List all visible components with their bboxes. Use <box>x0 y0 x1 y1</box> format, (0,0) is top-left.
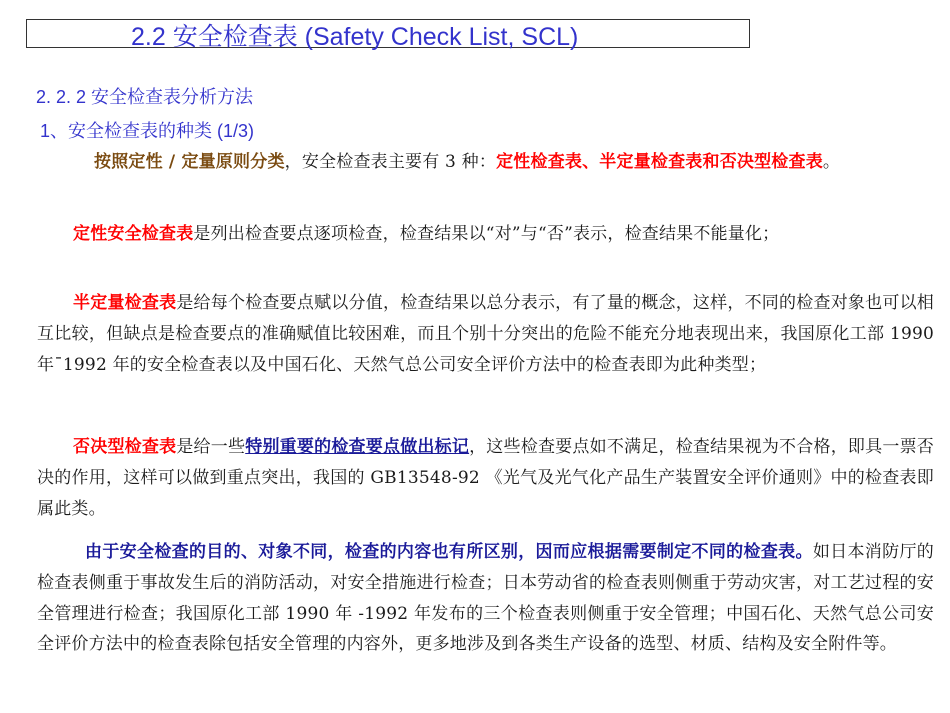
summary-emphasis: 由于安全检查的目的、对象不同，检查的内容也有所区别，因而应根据需要制定不同的检查表。 <box>85 542 813 562</box>
veto-term: 否决型检查表 <box>73 437 177 457</box>
qualitative-term: 定性安全检查表 <box>73 224 194 244</box>
checklist-types: 定性检查表、半定量检查表和否决型检查表 <box>496 152 823 172</box>
paragraph-text: 是列出检查要点逐项检查，检查结果以“对”与“否”表示，检查结果不能量化； <box>193 224 780 244</box>
paragraph-summary <box>37 537 934 660</box>
paragraph-text: ，这些检查要点如不满足，检查结果视为不合格，即具一票否决的作用，这样可以做到重点突出，我国的 GB13548-92 《光气及光气化产品生产装置安全评价通则》中的检查表即属此类。 <box>37 437 934 519</box>
semi-quantitative-term: 半定量检查表 <box>73 293 177 313</box>
paragraph-text: ，安全检查表主要有 3 种： <box>284 152 497 172</box>
paragraph-text: 如日本消防厅的检查表侧重于事故发生后的消防活动，对安全措施进行检查；日本劳动省的检查表则侧重于劳动灾害，对工艺过程的安全管理进行检查；我国原化工部 1990 年 -1992 年发布的三个检查表则侧重于安全管理；中国石化、天然气总公司安全评价方法中的检查表除包括安全管理的内容外，更多地涉及到各类生产设备的选型、材质、结构及安全附件等。 <box>37 542 934 655</box>
slide-title: 2.2 安全检查表 (Safety Check List, SCL) <box>131 23 579 51</box>
paragraph-text: 是给一些 <box>176 437 246 457</box>
paragraph-classification <box>37 147 934 178</box>
title-box <box>26 19 750 51</box>
paragraph-text: 是给每个检查要点赋以分值，检查结果以总分表示，有了量的概念，这样，不同的检查对象也可以相互比较，但缺点是检查要点的准确赋值比较困难，而且个别十分突出的危险不能充分地表现出来，我国原化工部 1990 年¯1992 年的安全检查表以及中国石化、天然气总公司安全评价方法中的检查表即为此种类型； <box>37 293 934 375</box>
paragraph-qualitative <box>37 219 934 250</box>
paragraph-end: 。 <box>822 152 841 172</box>
paragraph-semi-quantitative <box>37 288 934 380</box>
paragraph-veto <box>37 432 934 524</box>
key-points-emphasis: 特别重要的检查要点做出标记 <box>245 437 470 457</box>
classification-principle: 按照定性 / 定量原则分类 <box>94 152 285 172</box>
sub-heading: 1、安全检查表的种类 (1/3) <box>40 121 255 141</box>
section-heading: 2. 2. 2 安全检查表分析方法 <box>36 87 254 107</box>
